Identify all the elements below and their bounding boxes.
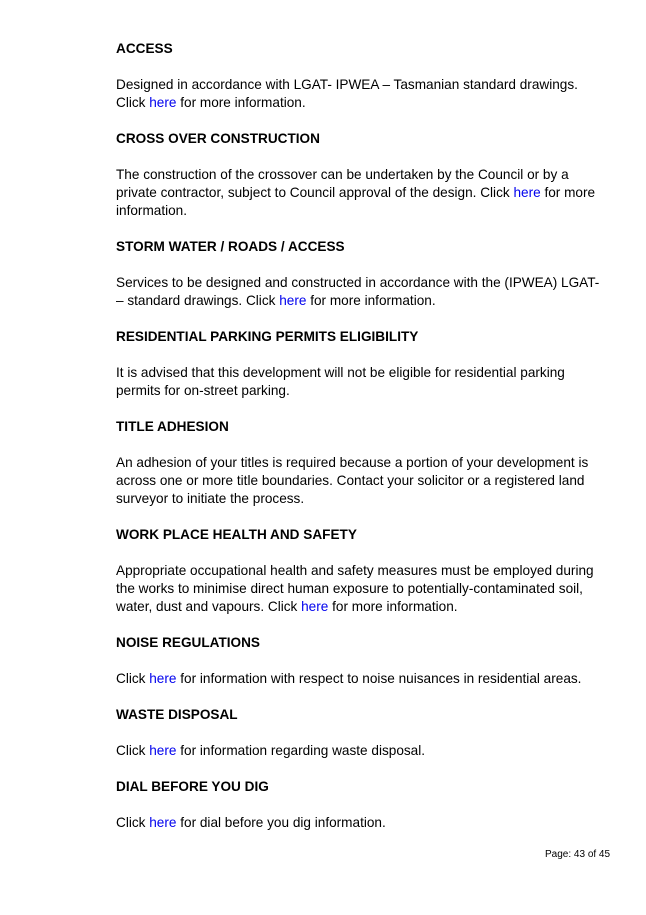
paragraph-text: Click [116,671,150,686]
here-link[interactable]: here [149,743,177,758]
paragraph-text: for more information. [328,599,458,614]
section-heading: TITLE ADHESION [116,419,229,434]
page-number: Page: 43 of 45 [545,849,611,860]
section-paragraph [116,166,608,220]
section-heading: RESIDENTIAL PARKING PERMITS ELIGIBILITY [116,329,419,344]
section-paragraph [116,814,608,832]
here-link[interactable]: here [149,815,177,830]
paragraph-text: for more information. [116,185,596,218]
paragraph-text: It is advised that this development will not be eligible for residential parking permits for on-street parking. [116,365,565,398]
section-work-place-health-and-safety [116,526,608,616]
section-waste-disposal [116,706,608,760]
section-paragraph [116,562,608,616]
paragraph-text: for dial before you dig information. [176,815,386,830]
section-storm-water-roads-access [116,238,608,310]
section-heading: CROSS OVER CONSTRUCTION [116,131,320,146]
here-link[interactable]: here [149,95,177,110]
section-heading: WASTE DISPOSAL [116,707,238,722]
section-cross-over-construction [116,130,608,220]
section-heading: NOISE REGULATIONS [116,635,261,650]
paragraph-text: An adhesion of your titles is required because a portion of your development is across one or more title boundaries. Contact your solicitor or a registered land surveyor to initiate the process. [116,455,589,506]
paragraph-text: for more information. [176,95,306,110]
section-paragraph [116,742,608,760]
section-heading: DIAL BEFORE YOU DIG [116,779,269,794]
section-dial-before-you-dig [116,778,608,832]
section-access [116,40,608,112]
paragraph-text: for information regarding waste disposal. [176,743,426,758]
paragraph-text: for information with respect to noise nuisances in residential areas. [176,671,582,686]
section-heading: ACCESS [116,41,173,56]
section-title-adhesion [116,418,608,508]
paragraph-text: Click [116,815,150,830]
paragraph-text: The construction of the crossover can be undertaken by the Council or by a private contractor, subject to Council approval of the design. Click [116,167,569,200]
here-link[interactable]: here [149,671,177,686]
here-link[interactable]: here [301,599,329,614]
section-paragraph [116,274,608,310]
section-heading: STORM WATER / ROADS / ACCESS [116,239,345,254]
paragraph-text: Services to be designed and constructed in accordance with the (IPWEA) LGAT- – standard drawings. Click [116,275,600,308]
section-residential-parking-permits [116,328,608,400]
section-paragraph [116,364,608,400]
here-link[interactable]: here [279,293,307,308]
section-paragraph [116,454,608,508]
paragraph-text: Designed in accordance with LGAT- IPWEA – Tasmanian standard drawings. Click [116,77,578,110]
section-heading: WORK PLACE HEALTH AND SAFETY [116,527,357,542]
section-paragraph [116,670,608,688]
section-paragraph [116,76,608,112]
here-link[interactable]: here [513,185,541,200]
paragraph-text: for more information. [306,293,436,308]
paragraph-text: Click [116,743,150,758]
paragraph-text: Appropriate occupational health and safety measures must be employed during the works to minimise direct human exposure to potentially-contaminated soil, water, dust and vapours. Click [116,563,594,614]
section-noise-regulations [116,634,608,688]
document-body [116,40,608,850]
